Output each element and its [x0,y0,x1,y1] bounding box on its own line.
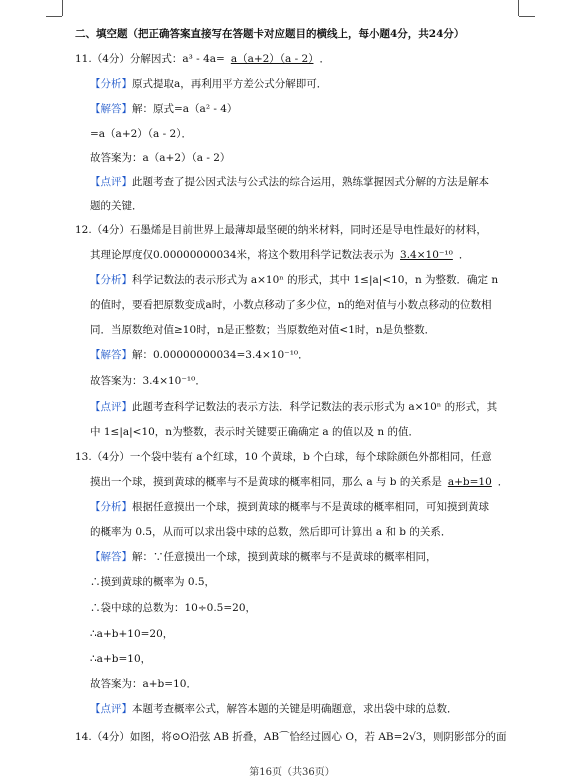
section-heading: 二、填空题（把正确答案直接写在答题卡对应题目的横线上，每小题4分，共24分） [75,28,465,40]
solution-tag: 【解答】 [90,551,132,563]
q11-analysis: 【分析】原式提取a，再利用平方差公式分解即可． [90,78,328,90]
analysis-tag: 【分析】 [90,501,132,513]
solution-tag: 【解答】 [90,349,132,361]
q13-stem: 13.（4分）一个袋中装有 a个红球，10 个黄球，b 个白球，每个球除颜色外都相同，任意 [75,451,492,463]
q13-step-4: ∴a+b+10=20， [90,628,174,640]
q13-comment: 【点评】本题考查概率公式，解答本题的关键是明确题意，求出袋中球的总数． [90,703,458,715]
comment-tag: 【点评】 [90,401,132,413]
crop-mark-right-h [519,16,535,17]
q12-solution: 【解答】解：0.00000000034=3.4×10⁻¹⁰． [90,349,309,361]
q12-comment: 【点评】此题考查科学记数法的表示方法．科学记数法的表示形式为 a×10ⁿ 的形式，其 [90,401,498,413]
q12-final: 故答案为：3.4×10⁻¹⁰． [90,375,206,387]
q11-comment: 【点评】此题考查了提公因式法与公式法的综合运用，熟练掌握因式分解的方法是解本 [90,176,489,188]
q13-step-5: ∴a+b=10， [90,653,152,665]
q12-answer: 3.4×10⁻¹⁰ [400,249,453,261]
q13-analysis: 【分析】根据任意摸出一个球，摸到黄球的概率与不是黄球的概率相同，可知摸到黄球 [90,501,489,513]
q12-analysis: 【分析】科学记数法的表示形式为 a×10ⁿ 的形式，其中 1≤|a|<10，n 为整数．确定 n [90,274,499,286]
comment-tag: 【点评】 [90,176,132,188]
q12-comment-2: 中 1≤|a|<10，n为整数，表示时关键要正确确定 a 的值以及 n 的值． [90,426,419,438]
page-footer: 第16页（共36页） [249,767,335,778]
q11-solution-2: =a（a+2）（a - 2）． [90,128,192,140]
q11-answer: a（a+2）（a - 2） [230,53,314,65]
q13-stem-2: 摸出一个球，摸到黄球的概率与不是黄球的概率相同，那么 a 与 b 的关系是 a+b=10 ． [90,476,509,488]
q14-stem: 14.（4分）如图，将⊙O沿弦 AB 折叠，AB⌒恰经过圆心 O，若 AB=2√3，则阴影部分的面 [75,731,507,743]
crop-mark-left [62,0,63,16]
q11-comment-2: 题的关键． [90,200,143,212]
q13-final: 故答案为：a+b=10． [90,678,197,690]
q12-stem-2: 其理论厚度仅0.00000000034米，将这个数用科学记数法表示为 3.4×10⁻¹⁰ ． [90,249,470,261]
q11-final: 故答案为：a（a+2）（a - 2） [90,152,231,164]
q11-stem: 11.（4分）分解因式：a³ - 4a= a（a+2）（a - 2） ． [75,53,330,65]
q11-solution: 【解答】解：原式=a（a² - 4） [90,103,238,115]
q13-answer: a+b=10 [447,476,492,488]
crop-mark-right [518,0,519,16]
analysis-tag: 【分析】 [90,78,132,90]
q12-stem: 12.（4分）石墨烯是目前世界上最薄却最坚硬的纳米材料，同时还是导电性最好的材料， [75,224,487,236]
q13-analysis-2: 的概率为 0.5，从而可以求出袋中球的总数，然后即可计算出 a 和 b 的关系． [90,526,452,538]
analysis-tag: 【分析】 [90,274,132,286]
q13-solution: 【解答】解：∵任意摸出一个球，摸到黄球的概率与不是黄球的概率相同， [90,551,437,563]
q12-analysis-2: 的值时，要看把原数变成a时，小数点移动了多少位，n的绝对值与小数点移动的位数相 [90,299,492,311]
comment-tag: 【点评】 [90,703,132,715]
crop-mark-left-h [46,16,62,17]
q13-step-2: ∴摸到黄球的概率为 0.5， [90,576,216,588]
q13-step-3: ∴袋中球的总数为：10÷0.5=20， [90,602,257,614]
q12-analysis-3: 同．当原数绝对值≥10时，n是正整数；当原数绝对值<1时，n是负整数． [90,324,436,336]
solution-tag: 【解答】 [90,103,132,115]
